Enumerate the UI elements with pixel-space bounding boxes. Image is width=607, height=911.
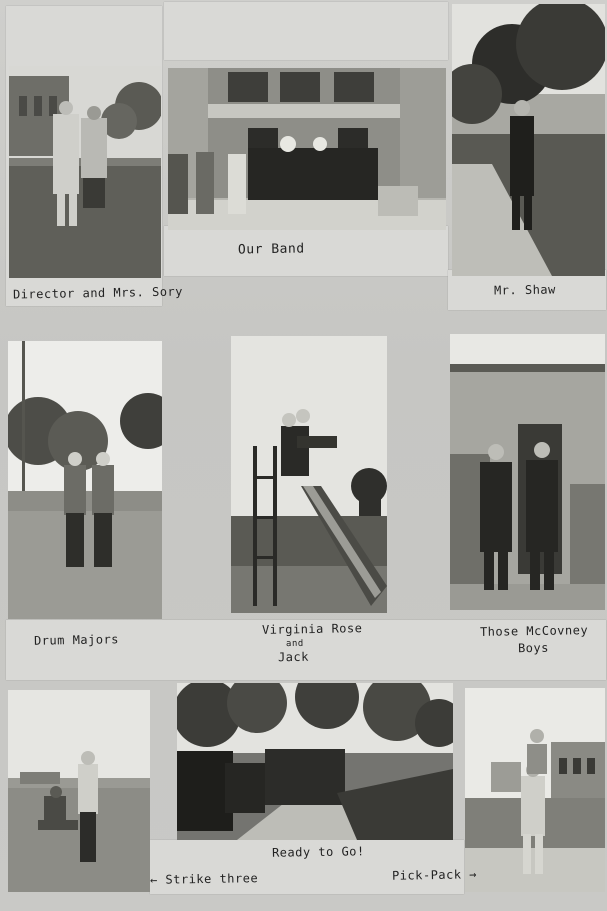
caption-virginia-line3: Jack	[277, 649, 310, 665]
caption-mr-shaw: Mr. Shaw	[493, 282, 556, 298]
photo-mr-shaw	[452, 4, 605, 276]
caption-virginia-line2: and	[285, 638, 304, 650]
caption-ready-to-go: Ready to Go!	[271, 844, 365, 860]
photo-virginia-and-jack	[231, 336, 387, 613]
photo-director-and-wife	[9, 66, 161, 278]
photo-pick-pack	[465, 688, 605, 892]
photo-drum-majors	[8, 341, 162, 619]
caption-pick-pack: Pick-Pack →	[391, 867, 478, 883]
caption-drum-majors: Drum Majors	[33, 632, 120, 648]
caption-mccovney-line2: Boys	[517, 640, 550, 656]
photo-mccovney-boys	[450, 334, 605, 610]
paper-card-band	[164, 226, 448, 276]
caption-virginia-line1: Virginia Rose	[261, 621, 363, 637]
photo-strike-three	[8, 690, 150, 892]
photo-our-band	[168, 68, 446, 230]
photo-ready-to-go	[177, 683, 453, 840]
caption-director: Director and Mrs. Sory	[12, 284, 184, 302]
caption-strike-three: ← Strike three	[149, 871, 259, 887]
caption-our-band: Our Band	[237, 241, 305, 258]
paper-card-top-center	[164, 2, 448, 60]
caption-mccovney-line1: Those McCovney	[479, 623, 589, 639]
